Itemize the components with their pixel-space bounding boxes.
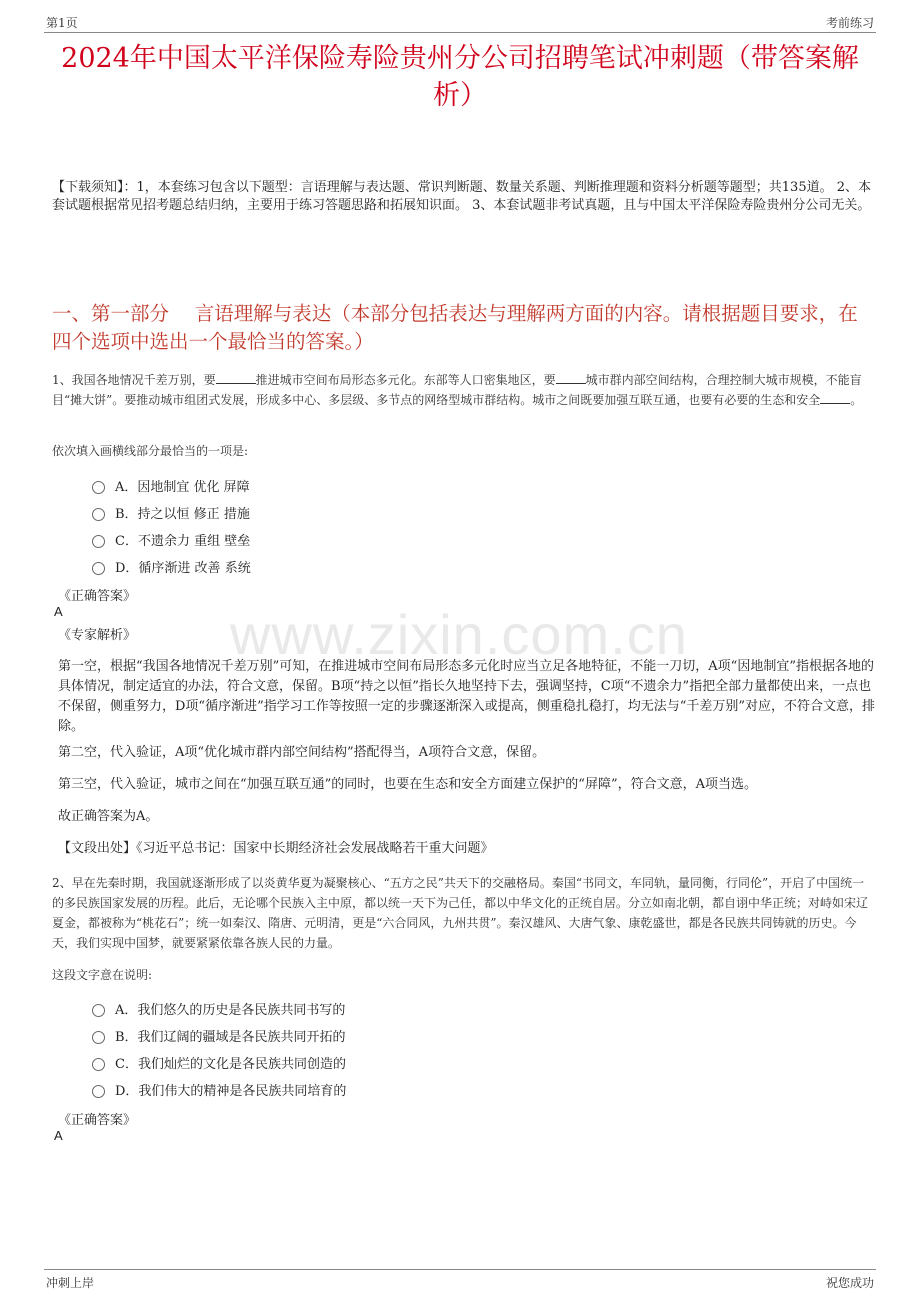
q1-analysis-1: 第一空，根据“我国各地情况千差万别”可知，在推进城市空间布局形态多元化时应当立足各地特征，不能一刀切，A项“因地制宜”指根据各地的具体情况，制定适宜的办法，符合文意，保留。B项“持之以恒”指长久地坚持下去，强调坚持，C项“不遗余力”指把全部力量都使出来，一点也不保留，侧重努力，D项“循序渐进”指学习工作等按照一定的步骤逐渐深入或提高，侧重稳扎稳打，均无法与“千差万别”对应，不符合文意，排除。 <box>58 659 876 734</box>
radio-icon[interactable] <box>92 535 105 548</box>
footer-left: 冲刺上岸 <box>46 1276 95 1290</box>
q2-option-c[interactable]: C．我们灿烂的文化是各民族共同创造的 <box>92 1053 346 1072</box>
question-1-prompt: 依次填入画横线部分最恰当的一项是: <box>52 444 249 458</box>
q1-analysis-label: 《专家解析》 <box>58 628 137 643</box>
q1-analysis-3: 第三空，代入验证，城市之间在“加强互联互通”的同时，也要在生态和安全方面建立保护的“屏障”，符合文意，A项当选。 <box>58 777 757 792</box>
page-footer <box>44 1269 876 1290</box>
q2-option-b[interactable]: B．我们辽阔的疆域是各民族共同开拓的 <box>92 1026 346 1045</box>
footer-right: 祝您成功 <box>825 1276 874 1290</box>
radio-icon[interactable] <box>92 508 105 521</box>
header-label: 考前练习 <box>825 16 874 30</box>
page-number: 第1页 <box>46 16 78 30</box>
document-title: 2024年中国太平洋保险寿险贵州分公司招聘笔试冲刺题（带答案解析） <box>61 43 859 111</box>
radio-icon[interactable] <box>92 1031 105 1044</box>
q1-option-d[interactable]: D．循序渐进 改善 系统 <box>92 557 251 576</box>
radio-icon[interactable] <box>92 481 105 494</box>
q2-option-d[interactable]: D．我们伟大的精神是各民族共同培育的 <box>92 1080 346 1099</box>
question-1-stem: 1、我国各地情况千差万别，要 推进城市空间布局形态多元化。东部等人口密集地区，要 城市群内部空间结构，合理控制大城市规模，不能盲目“摊大饼”。要推动城市组团式发展，形成多中心、多层级、多节点的网络型城市群结构。城市之间既要加强互联互通，也要有必要的生态和安全 。 <box>52 373 863 407</box>
q1-option-c[interactable]: C．不遗余力 重组 壁垒 <box>92 530 250 549</box>
page-header <box>44 8 876 33</box>
question-2-stem: 2、早在先秦时期，我国就逐渐形成了以炎黄华夏为凝聚核心、“五方之民”共天下的交融格局。秦国“书同文，车同轨，量同衡，行同伦”，开启了中国统一的多民族国家发展的历程。此后，无论哪个民族入主中原，都以统一天下为己任，都以中华文化的正统自居。分立如南北朝，都自诩中华正统；对峙如宋辽夏金，都被称为“桃花石”；统一如秦汉、隋唐、元明清，更是“六合同风，九州共贯”。秦汉雄风、大唐气象、康乾盛世，都是各民族共同铸就的历史。今天，我们实现中国梦，就要紧紧依靠各族人民的力量。 <box>52 876 869 950</box>
section-heading: 一、第一部分 言语理解与表达（本部分包括表达与理解两方面的内容。请根据题目要求，在四个选项中选出一个最恰当的答案。） <box>52 302 858 353</box>
question-2-prompt: 这段文字意在说明: <box>52 968 153 982</box>
q2-option-a[interactable]: A．我们悠久的历史是各民族共同书写的 <box>92 999 345 1018</box>
q1-option-b[interactable]: B．持之以恒 修正 措施 <box>92 503 250 522</box>
radio-icon[interactable] <box>92 562 105 575</box>
q2-answer-label: 《正确答案》 <box>58 1113 137 1128</box>
radio-icon[interactable] <box>92 1058 105 1071</box>
q1-answer-label: 《正确答案》 <box>58 589 137 604</box>
q1-source: 【文段出处】《习近平总书记：国家中长期经济社会发展战略若干重大问题》 <box>58 841 494 856</box>
q1-answer: A <box>54 604 63 619</box>
radio-icon[interactable] <box>92 1085 105 1098</box>
q1-analysis-4: 故正确答案为A。 <box>58 809 159 824</box>
q1-analysis-2: 第二空，代入验证，A项“优化城市群内部空间结构”搭配得当，A项符合文意，保留。 <box>58 745 546 760</box>
radio-icon[interactable] <box>92 1004 105 1017</box>
q1-option-a[interactable]: A．因地制宜 优化 屏障 <box>92 476 250 495</box>
download-notice: 【下载须知】：1，本套练习包含以下题型：言语理解与表达题、常识判断题、数量关系题、判断推理题和资料分析题等题型；共135道。 2、本套试题根据常见招考题总结归纳，主要用于练习答题思路和拓展知识面。 3、本套试题非考试真题，且与中国太平洋保险寿险贵州分公司无关。 <box>52 180 871 213</box>
watermark: www.zixin.com.cn <box>230 603 688 666</box>
q2-answer: A <box>54 1128 63 1143</box>
